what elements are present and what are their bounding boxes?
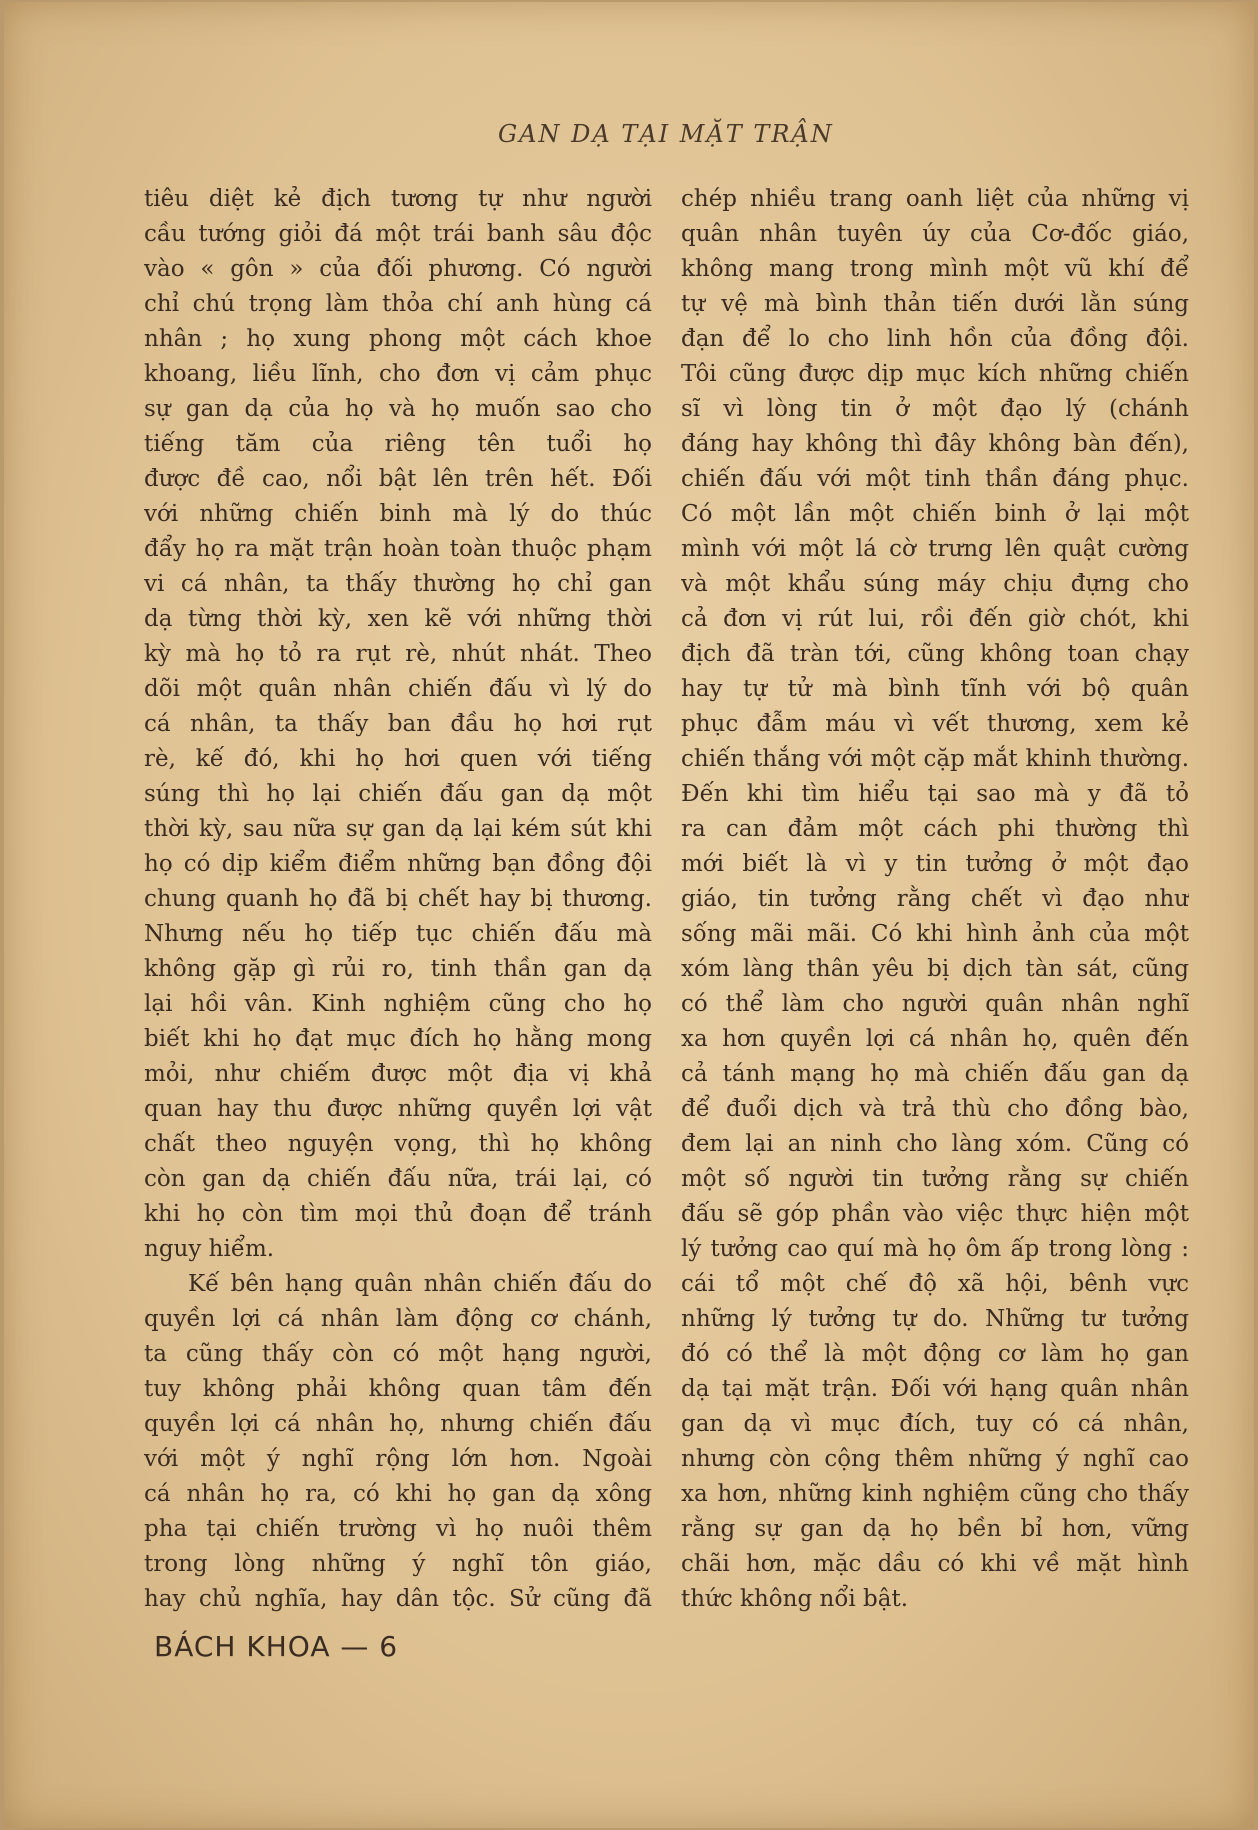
text-line: lý tưởng cao quí mà họ ôm ấp trong lòng : bbox=[681, 1236, 1189, 1262]
text-line: chất theo nguyện vọng, thì họ không bbox=[144, 1131, 652, 1157]
text-line: nhưng còn cộng thêm những ý nghĩ cao bbox=[681, 1446, 1189, 1472]
text-line: trong lòng những ý nghĩ tôn giáo, bbox=[144, 1551, 652, 1577]
text-line: dạ từng thời kỳ, xen kẽ với những thời bbox=[144, 606, 652, 632]
text-line: chiến đấu với một tinh thần đáng phục. bbox=[681, 466, 1189, 492]
text-line: quan hay thu được những quyền lợi vật bbox=[144, 1096, 652, 1122]
text-line: mỏi, như chiếm được một địa vị khả bbox=[144, 1061, 652, 1087]
text-line: khoang, liều lĩnh, cho đơn vị cảm phục bbox=[144, 361, 652, 387]
text-line: hay tự tử mà bình tĩnh với bộ quân bbox=[681, 676, 1189, 702]
text-line: cái tổ một chế độ xã hội, bênh vực bbox=[681, 1271, 1189, 1297]
text-line: đáng hay không thì đây không bàn đến), bbox=[681, 431, 1189, 457]
text-line: biết khi họ đạt mục đích họ hằng mong bbox=[144, 1026, 652, 1052]
text-line: lại hồi vân. Kinh nghiệm cũng cho họ bbox=[144, 991, 652, 1017]
text-line: đó có thể là một động cơ làm họ gan bbox=[681, 1341, 1189, 1367]
text-line: nhân ; họ xung phong một cách khoe bbox=[144, 326, 652, 352]
text-line: sống mãi mãi. Có khi hình ảnh của một bbox=[681, 921, 1189, 947]
text-line: kỳ mà họ tỏ ra rụt rè, nhút nhát. Theo bbox=[144, 641, 652, 667]
text-line: và một khẩu súng máy chịu đựng cho bbox=[681, 571, 1189, 597]
text-line: thức không nổi bật. bbox=[681, 1586, 909, 1612]
text-line: có thể làm cho người quân nhân nghĩ bbox=[681, 991, 1189, 1017]
text-line: ta cũng thấy còn có một hạng người, bbox=[144, 1341, 652, 1367]
text-line: chép nhiều trang oanh liệt của những vị bbox=[681, 186, 1189, 212]
text-line: tuy không phải không quan tâm đến bbox=[144, 1376, 652, 1402]
text-line: vi cá nhân, ta thấy thường họ chỉ gan bbox=[144, 571, 652, 597]
text-line: khi họ còn tìm mọi thủ đoạn để tránh bbox=[144, 1201, 652, 1227]
text-line: một số người tin tưởng rằng sự chiến bbox=[681, 1166, 1189, 1192]
text-line: quyền lợi cá nhân làm động cơ chánh, bbox=[144, 1306, 652, 1332]
text-line: tiêu diệt kẻ địch tương tự như người bbox=[144, 186, 652, 212]
text-line: cầu tướng giỏi đá một trái banh sâu độc bbox=[144, 221, 652, 247]
text-line: mới biết là vì y tin tưởng ở một đạo bbox=[681, 851, 1189, 877]
text-line: Đến khi tìm hiểu tại sao mà y đã tỏ bbox=[681, 781, 1189, 807]
text-line: hay chủ nghĩa, hay dân tộc. Sử cũng đã bbox=[144, 1586, 652, 1612]
text-line: sự gan dạ của họ và họ muốn sao cho bbox=[144, 396, 652, 422]
text-line: pha tại chiến trường vì họ nuôi thêm bbox=[144, 1516, 652, 1542]
text-line: những lý tưởng tự do. Những tư tưởng bbox=[681, 1306, 1189, 1332]
right-text-column bbox=[681, 182, 1189, 1617]
text-line: rằng sự gan dạ họ bền bỉ hơn, vững bbox=[681, 1516, 1189, 1542]
text-line: thời kỳ, sau nữa sự gan dạ lại kém sút khi bbox=[144, 816, 652, 842]
text-line: xóm làng thân yêu bị dịch tàn sát, cũng bbox=[681, 956, 1189, 982]
left-text-column bbox=[144, 182, 652, 1617]
text-line: không mang trong mình một vũ khí để bbox=[681, 256, 1189, 282]
text-line: cả đơn vị rút lui, rồi đến giờ chót, khi bbox=[681, 606, 1189, 632]
text-line: Kế bên hạng quân nhân chiến đấu do bbox=[188, 1271, 652, 1297]
text-line: quân nhân tuyên úy của Cơ-đốc giáo, bbox=[681, 221, 1189, 247]
text-line: gan dạ vì mục đích, tuy có cá nhân, bbox=[681, 1411, 1189, 1437]
text-line: phục đẫm máu vì vết thương, xem kẻ bbox=[681, 711, 1189, 737]
text-line: mình với một lá cờ trưng lên quật cường bbox=[681, 536, 1189, 562]
text-line: đem lại an ninh cho làng xóm. Cũng có bbox=[681, 1131, 1189, 1157]
text-line: Tôi cũng được dịp mục kích những chiến bbox=[681, 361, 1189, 387]
text-line: cá nhân, ta thấy ban đầu họ hơi rụt bbox=[144, 711, 652, 737]
text-line: dõi một quân nhân chiến đấu vì lý do bbox=[144, 676, 652, 702]
text-line: tự vệ mà bình thản tiến dưới lằn súng bbox=[681, 291, 1189, 317]
page-footer: BÁCH KHOA — 6 bbox=[154, 1630, 399, 1663]
text-line: với những chiến binh mà lý do thúc bbox=[144, 501, 652, 527]
text-line: đấu sẽ góp phần vào việc thực hiện một bbox=[681, 1201, 1189, 1227]
text-line: chiến thắng với một cặp mắt khinh thường. bbox=[681, 746, 1189, 772]
text-line: với một ý nghĩ rộng lớn hơn. Ngoài bbox=[144, 1446, 652, 1472]
text-line: xa hơn, những kinh nghiệm cũng cho thấy bbox=[681, 1481, 1189, 1507]
text-line: nguy hiểm. bbox=[144, 1236, 275, 1262]
text-line: chãi hơn, mặc dầu có khi về mặt hình bbox=[681, 1551, 1189, 1577]
text-line: đẩy họ ra mặt trận hoàn toàn thuộc phạm bbox=[144, 536, 652, 562]
text-line: họ có dịp kiểm điểm những bạn đồng đội bbox=[144, 851, 652, 877]
text-line: Nhưng nếu họ tiếp tục chiến đấu mà bbox=[144, 921, 652, 947]
text-line: Có một lần một chiến binh ở lại một bbox=[681, 501, 1189, 527]
text-line: dạ tại mặt trận. Đối với hạng quân nhân bbox=[681, 1376, 1189, 1402]
text-line: cả tánh mạng họ mà chiến đấu gan dạ bbox=[681, 1061, 1189, 1087]
text-line: cá nhân họ ra, có khi họ gan dạ xông bbox=[144, 1481, 652, 1507]
text-line: súng thì họ lại chiến đấu gan dạ một bbox=[144, 781, 652, 807]
text-line: quyền lợi cá nhân họ, nhưng chiến đấu bbox=[144, 1411, 652, 1437]
magazine-page bbox=[4, 2, 1254, 1828]
text-line: sĩ vì lòng tin ở một đạo lý (chánh bbox=[681, 396, 1189, 422]
text-line: được đề cao, nổi bật lên trên hết. Đối bbox=[144, 466, 652, 492]
text-line: để đuổi dịch và trả thù cho đồng bào, bbox=[681, 1096, 1189, 1122]
text-line: vào « gôn » của đối phương. Có người bbox=[144, 256, 652, 282]
text-line: ra can đảm một cách phi thường thì bbox=[681, 816, 1189, 842]
text-line: tiếng tăm của riêng tên tuổi họ bbox=[144, 431, 652, 457]
text-line: địch đã tràn tới, cũng không toan chạy bbox=[681, 641, 1189, 667]
text-line: chung quanh họ đã bị chết hay bị thương. bbox=[144, 886, 652, 912]
text-line: xa hơn quyền lợi cá nhân họ, quên đến bbox=[681, 1026, 1189, 1052]
text-line: đạn để lo cho linh hồn của đồng đội. bbox=[681, 326, 1189, 352]
text-line: chỉ chú trọng làm thỏa chí anh hùng cá bbox=[144, 291, 652, 317]
text-line: giáo, tin tưởng rằng chết vì đạo như bbox=[681, 886, 1189, 912]
text-line: còn gan dạ chiến đấu nữa, trái lại, có bbox=[144, 1166, 652, 1192]
text-line: không gặp gì rủi ro, tinh thần gan dạ bbox=[144, 956, 652, 982]
text-line: rè, kế đó, khi họ hơi quen với tiếng bbox=[144, 746, 652, 772]
running-head: GAN DẠ TẠI MẶT TRẬN bbox=[498, 120, 834, 148]
